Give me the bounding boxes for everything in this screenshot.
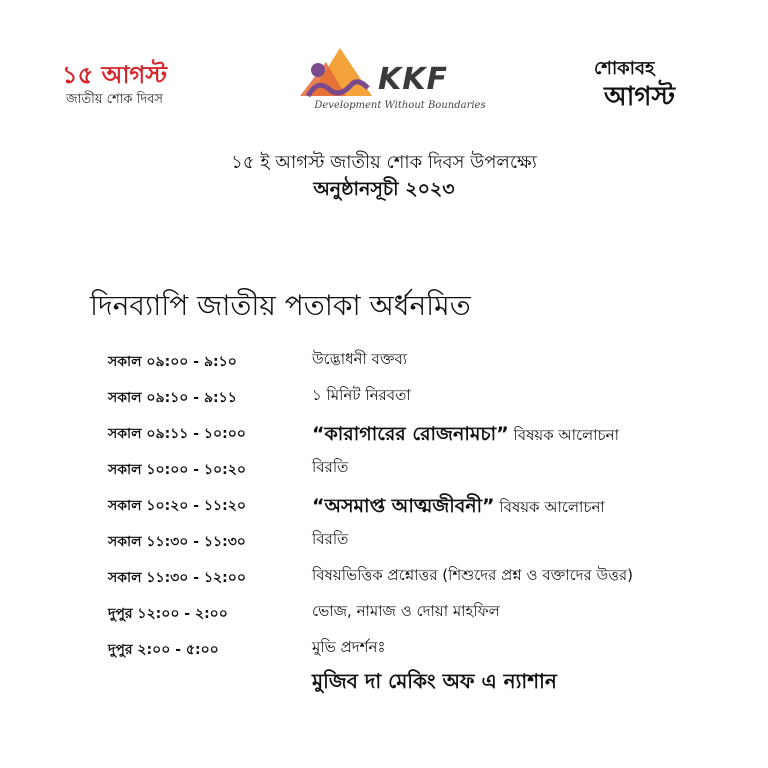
schedule-row	[108, 634, 728, 694]
schedule-activity-text: বিষয়ক আলোচনা	[513, 426, 619, 444]
schedule-activity-text: বিষয়ক আলোচনা	[499, 498, 605, 516]
kkf-tagline: Development Without Boundaries	[314, 100, 486, 111]
schedule-activity-text: উদ্ভোধনী বক্তব্য	[312, 350, 408, 368]
event-subtitle: জাতীয় শোক দিবস	[66, 92, 163, 107]
schedule-row	[108, 454, 728, 490]
right-logo-line2: আগস্ট	[604, 82, 675, 112]
schedule-row	[108, 490, 728, 526]
schedule-row	[108, 562, 728, 598]
schedule-activity	[312, 600, 732, 625]
program-title: অনুষ্ঠানসূচী ২০২৩	[313, 178, 455, 200]
schedule-activity	[312, 528, 732, 553]
schedule-time: সকাল ০৯:১০ - ৯:১১	[108, 390, 237, 406]
schedule-row	[108, 346, 728, 382]
schedule-row	[108, 382, 728, 418]
schedule-time: সকাল ১০:০০ - ১০:২০	[108, 462, 246, 478]
schedule-time: সকাল ১১:৩০ - ১১:৩০	[108, 534, 246, 550]
schedule-activity	[312, 636, 732, 700]
schedule-activity	[312, 492, 732, 524]
schedule-activity	[312, 384, 732, 409]
event-logo-right	[594, 54, 712, 112]
schedule-time: সকাল ০৯:০০ - ৯:১০	[108, 354, 237, 370]
schedule-activity-text: ১ মিনিট নিরবতা	[312, 386, 411, 404]
schedule-activity-text: বিষয়ভিত্তিক প্রশ্নোত্তর (শিশুদের প্রশ্ন ও বক্তাদের উত্তর)	[312, 566, 634, 584]
kkf-logo-mark-icon	[300, 44, 380, 100]
schedule-activity	[312, 348, 732, 373]
movie-title: মুজিব দা মেকিং অফ এ ন্যাশান	[312, 669, 557, 693]
schedule-list	[108, 346, 728, 694]
intro-block	[0, 150, 768, 202]
schedule-activity-text: ভোজ, নামাজ ও দোয়া মাহফিল	[312, 602, 500, 620]
event-title-red: ১৫ আগস্ট	[62, 61, 168, 89]
schedule-activity-emphasis: “কারাগারের রোজনামচা”	[312, 423, 509, 445]
schedule-activity-emphasis: “অসমাপ্ত আত্মজীবনী”	[312, 495, 495, 517]
schedule-time: সকাল ০৯:১১ - ১০:০০	[108, 426, 246, 442]
schedule-activity	[312, 456, 732, 481]
schedule-time: দুপুর ২:০০ - ৫:০০	[108, 642, 219, 658]
schedule-time: সকাল ১১:৩০ - ১২:০০	[108, 570, 246, 586]
schedule-activity	[312, 564, 732, 589]
right-logo-line1: শোকাবহ	[594, 58, 655, 79]
kkf-logo	[300, 44, 500, 124]
main-heading: দিনব্যাপি জাতীয় পতাকা অর্ধনমিত	[90, 289, 471, 322]
schedule-time: সকাল ১০:২০ - ১১:২০	[108, 498, 246, 514]
schedule-time: দুপুর ১২:০০ - ২:০০	[108, 606, 228, 622]
schedule-activity-text: বিরতি	[312, 530, 349, 548]
schedule-row	[108, 526, 728, 562]
schedule-activity-text: মুভি প্রদর্শনঃ	[312, 638, 386, 656]
schedule-row	[108, 418, 728, 454]
schedule-activity	[312, 420, 732, 452]
schedule-row	[108, 598, 728, 634]
kkf-logo-text: KKF	[378, 62, 448, 97]
event-logo-left	[62, 62, 167, 111]
schedule-activity-text: বিরতি	[312, 458, 349, 476]
intro-line: ১৫ ই আগস্ট জাতীয় শোক দিবস উপলক্ষ্যে	[231, 152, 537, 173]
